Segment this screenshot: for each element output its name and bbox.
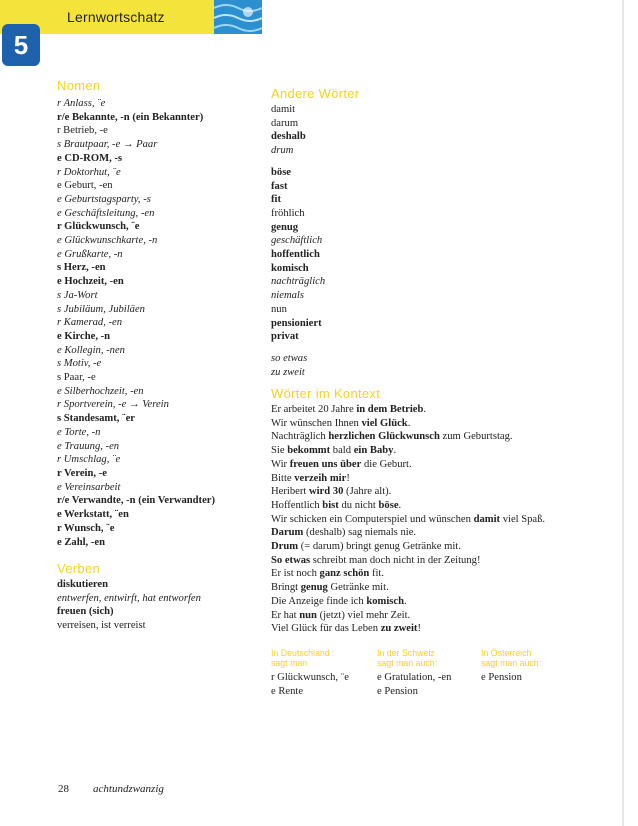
- sentence-text: (Jahre alt).: [343, 486, 392, 498]
- region-ch-value: e Pension: [377, 685, 418, 697]
- verb-entry: freuen (sich): [57, 606, 114, 618]
- context-sentence: [271, 417, 545, 431]
- sentence-text: Er hat: [271, 609, 300, 621]
- nomen-list: [57, 97, 215, 549]
- list-spacer: [271, 344, 325, 352]
- region-de-heading: [271, 648, 335, 668]
- context-sentence: [271, 622, 545, 636]
- context-sentence: [271, 540, 545, 554]
- nomen-entry: e Hochzeit, -en: [57, 276, 124, 288]
- word-entry: nun: [271, 303, 287, 315]
- highlighted-phrase: ein Baby: [353, 445, 394, 457]
- word-entry: genug: [271, 221, 299, 233]
- sentence-text: Viel Glück für das Leben: [271, 623, 381, 635]
- sentence-text: fit.: [369, 568, 385, 580]
- nomen-entry: r Glückwunsch, ¨e: [57, 221, 140, 233]
- nomen-entry: r/e Verwandte, -n (ein Verwandter): [57, 495, 216, 507]
- region-ch-heading-line2: sagt man auch:: [377, 658, 438, 668]
- word-entry: hoffentlich: [271, 249, 320, 261]
- nomen-entry: e Trauung, -en: [57, 440, 120, 452]
- sentence-text: (deshalb) sag niemals nie.: [303, 527, 417, 539]
- nomen-entry: s Paar, -e: [57, 372, 96, 384]
- sentence-text: Bitte: [271, 472, 295, 484]
- highlighted-phrase: bekommt: [287, 445, 331, 457]
- highlighted-phrase: komisch: [366, 595, 404, 607]
- nomen-entry: e Kollegin, -nen: [57, 344, 125, 356]
- sentence-text: Wir wünschen Ihnen: [271, 417, 362, 429]
- word-entry: geschäftlich: [271, 235, 323, 247]
- page-number-word: achtundzwanzig: [93, 783, 164, 795]
- sentence-text: viel Spaß.: [500, 513, 546, 525]
- sentence-text: zum Geburtstag.: [439, 431, 513, 443]
- highlighted-phrase: verzeih mir: [294, 472, 347, 484]
- sentence-text: .: [398, 499, 402, 511]
- nomen-entry: e Grußkarte, -n: [57, 248, 123, 260]
- nomen-entry: e CD-ROM, -s: [57, 152, 123, 164]
- nomen-entry: s Brautpaar, -e → Paar: [57, 139, 158, 151]
- nomen-entry: e Geburt, -en: [57, 180, 113, 192]
- sentence-text: !: [417, 623, 421, 635]
- sentence-text: schreibt man doch nicht in der Zeitung!: [310, 554, 481, 566]
- sentence-text: (jetzt) viel mehr Zeit.: [316, 609, 411, 621]
- nomen-entry: r Wunsch, ¨e: [57, 522, 115, 534]
- nomen-entry: r Umschlag, ¨e: [57, 454, 121, 466]
- verb-entry: diskutieren: [57, 579, 109, 590]
- context-sentence: [271, 609, 545, 623]
- region-at-value: e Pension: [481, 672, 522, 683]
- context-sentence: [271, 554, 545, 568]
- region-ch-heading: [377, 648, 437, 668]
- region-ch-heading-line1: In der Schweiz: [377, 648, 435, 658]
- highlighted-phrase: Drum: [271, 541, 299, 553]
- context-sentence: [271, 595, 545, 609]
- andere-woerter-heading: Andere Wörter: [271, 86, 360, 101]
- context-sentence: [271, 444, 545, 458]
- section-title: Lernwortschatz: [67, 9, 165, 25]
- water-decoration-icon: [214, 0, 262, 34]
- context-sentence: [271, 513, 545, 527]
- sentence-text: .: [393, 445, 397, 457]
- word-entry: fast: [271, 180, 288, 192]
- region-ch-values: [377, 671, 451, 698]
- nomen-entry: s Ja-Wort: [57, 289, 98, 301]
- sentence-text: Er arbeitet 20 Jahre: [271, 404, 357, 415]
- context-sentence: [271, 499, 545, 513]
- sentence-text: Wir schicken ein Computerspiel und wünschen: [271, 513, 474, 525]
- nomen-entry: r Anlass, ¨e: [57, 98, 106, 109]
- word-entry: zu zweit: [271, 366, 305, 378]
- page-edge-divider: [622, 0, 624, 826]
- region-ch-value: e Gratulation, -en: [377, 672, 452, 683]
- nomen-entry: e Torte, -n: [57, 426, 101, 438]
- nomen-entry: e Zahl, -en: [57, 536, 105, 548]
- nomen-entry: r Doktorhut, ¨e: [57, 166, 121, 178]
- sentence-text: du nicht: [338, 499, 379, 511]
- word-entry: fröhlich: [271, 207, 305, 219]
- nomen-entry: r Kamerad, -en: [57, 317, 123, 329]
- highlighted-phrase: in dem Betrieb: [356, 404, 424, 415]
- nomen-entry: s Jubiläum, Jubiläen: [57, 303, 145, 315]
- sentence-text: Heribert: [271, 486, 309, 498]
- word-entry: nachträglich: [271, 276, 326, 288]
- sentence-text: Bringt: [271, 582, 301, 594]
- highlighted-phrase: nun: [299, 609, 317, 621]
- verben-list: [57, 578, 201, 633]
- region-de-heading-line1: In Deutschland :: [271, 648, 335, 658]
- sentence-text: Getränke mit.: [327, 582, 389, 594]
- nomen-entry: e Glückwunschkarte, -n: [57, 235, 158, 247]
- sentence-text: .: [423, 404, 427, 415]
- region-de-values: [271, 671, 349, 698]
- nomen-entry: s Standesamt, ¨er: [57, 413, 135, 425]
- sentence-text: !: [346, 472, 350, 484]
- region-at-values: [481, 671, 522, 685]
- highlighted-phrase: viel Glück: [361, 417, 408, 429]
- andere-woerter-list: [271, 103, 325, 379]
- sentence-text: bald: [330, 445, 354, 457]
- context-sentence: [271, 581, 545, 595]
- highlighted-phrase: bist: [322, 499, 339, 511]
- sentence-text: Die Anzeige finde ich: [271, 595, 367, 607]
- nomen-entry: r/e Bekannte, -n (ein Bekannter): [57, 111, 204, 123]
- nomen-entry: s Herz, -en: [57, 262, 106, 274]
- nomen-entry: e Geburtstagsparty, -s: [57, 193, 151, 205]
- region-de-heading-line2: sagt man: [271, 658, 308, 668]
- woerter-im-kontext-heading: Wörter im Kontext: [271, 386, 381, 401]
- nomen-entry: e Werkstatt, ¨en: [57, 509, 129, 521]
- highlighted-phrase: zu zweit: [380, 623, 418, 635]
- nomen-heading: Nomen: [57, 78, 101, 93]
- page-number: 28: [58, 783, 69, 795]
- word-entry: deshalb: [271, 131, 306, 143]
- word-entry: darum: [271, 117, 299, 129]
- context-sentence: [271, 485, 545, 499]
- word-entry: fit: [271, 194, 281, 206]
- word-entry: damit: [271, 104, 296, 115]
- context-sentence: [271, 430, 545, 444]
- verben-heading: Verben: [57, 561, 101, 576]
- highlighted-phrase: freuen uns über: [289, 458, 362, 470]
- sentence-text: die Geburt.: [361, 458, 412, 470]
- context-sentence: [271, 472, 545, 486]
- word-entry: drum: [271, 145, 294, 157]
- context-sentence: [271, 403, 545, 417]
- sentence-text: Sie: [271, 445, 288, 457]
- list-spacer: [271, 158, 325, 166]
- highlighted-phrase: damit: [473, 513, 501, 525]
- unit-number-badge: 5: [2, 24, 40, 66]
- highlighted-phrase: herzlichen Glückwunsch: [328, 431, 440, 443]
- nomen-entry: s Motiv, -e: [57, 358, 102, 370]
- sentence-text: Nachträglich: [271, 431, 329, 443]
- sentence-text: Wir: [271, 458, 290, 470]
- nomen-entry: e Silberhochzeit, -en: [57, 385, 144, 397]
- highlighted-phrase: wird 30: [308, 486, 344, 498]
- sentence-text: Hoffentlich: [271, 499, 323, 511]
- context-sentence: [271, 526, 545, 540]
- nomen-entry: r Verein, -e: [57, 467, 107, 479]
- nomen-entry: e Vereinsarbeit: [57, 481, 121, 493]
- context-sentence: [271, 567, 545, 581]
- sentence-text: .: [404, 595, 407, 607]
- sentence-text: .: [407, 417, 411, 429]
- region-de-value: e Rente: [271, 685, 304, 697]
- region-at-heading-line1: In Österreich: [481, 648, 532, 658]
- highlighted-phrase: Darum: [271, 527, 304, 539]
- word-entry: privat: [271, 331, 299, 343]
- nomen-entry: e Kirche, -n: [57, 330, 111, 342]
- verb-entry: verreisen, ist verreist: [57, 620, 146, 632]
- sentence-text: Er ist noch: [271, 568, 320, 580]
- kontext-sentences: [271, 403, 545, 636]
- highlighted-phrase: böse: [378, 499, 399, 511]
- region-de-value: r Glückwunsch, ¨e: [271, 672, 349, 683]
- sentence-text: (= darum) bringt genug Getränke mit.: [298, 541, 461, 553]
- highlighted-phrase: genug: [300, 582, 328, 594]
- highlighted-phrase: So etwas: [271, 554, 311, 566]
- highlighted-phrase: ganz schön: [319, 568, 370, 580]
- word-entry: so etwas: [271, 352, 308, 364]
- nomen-entry: r Sportverein, -e → Verein: [57, 399, 169, 411]
- region-at-heading-line2: sagt man auch:: [481, 658, 542, 668]
- word-entry: böse: [271, 166, 292, 178]
- word-entry: niemals: [271, 290, 304, 302]
- verb-entry: entwerfen, entwirft, hat entworfen: [57, 592, 201, 604]
- word-entry: pensioniert: [271, 317, 322, 329]
- nomen-entry: e Geschäftsleitung, -en: [57, 207, 155, 219]
- word-entry: komisch: [271, 262, 309, 274]
- region-at-heading: [481, 648, 541, 668]
- context-sentence: [271, 458, 545, 472]
- nomen-entry: r Betrieb, -e: [57, 125, 108, 137]
